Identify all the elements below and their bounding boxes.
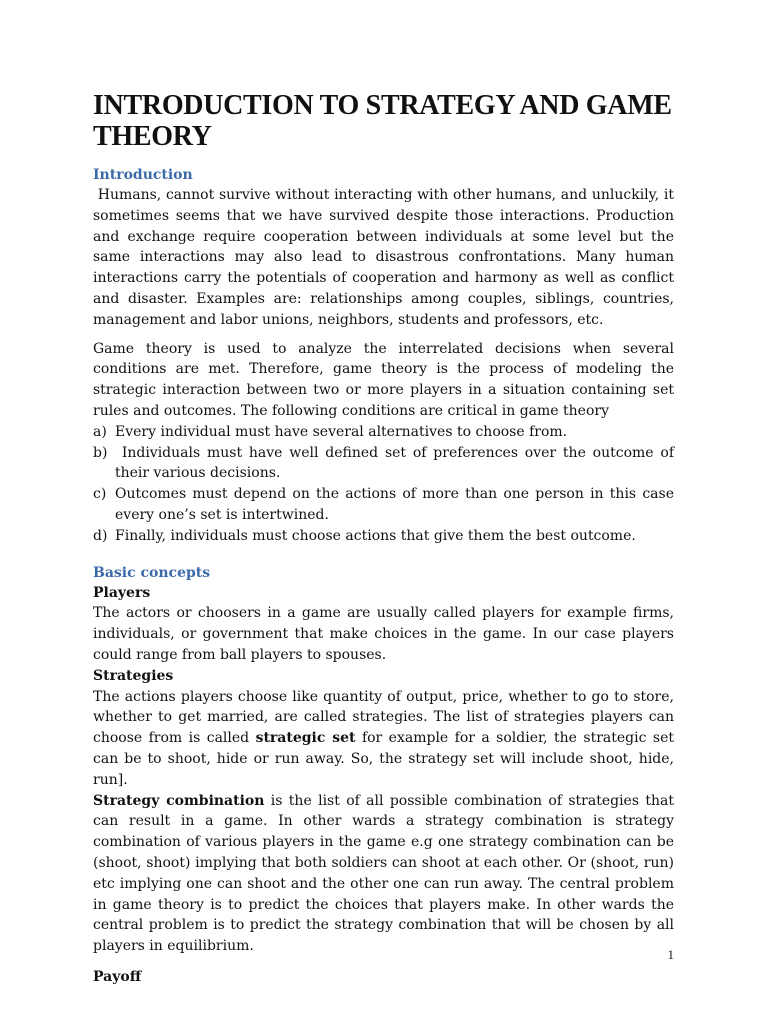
document-title: INTRODUCTION TO STRATEGY AND GAME THEORY [93,90,672,152]
strategic-set-term: strategic set [255,730,356,747]
section-heading-basic-concepts: Basic concepts [93,564,211,581]
list-item [93,422,674,443]
intro-paragraph-1: Humans, cannot survive without interacting with other humans, and unluckily, it sometimes seems that we have survived despite those interactions. Production and exchange require cooperation between individuals at some level but the same interactions may also lead to disastrous confrontations. Many human interactions carry the potentials of cooperation and harmony as well as conflict and disaster. Examples are: relationships among couples, siblings, countries, management and labor unions, neighbors, students and professors, etc. [93,187,679,328]
list-marker: c) [93,486,107,503]
list-marker: d) [93,527,108,544]
subheading-players: Players [93,584,151,601]
strategies-paragraph [93,687,674,791]
strategy-combination-text: is the list of all possible combination of strategies that can result in a game. In other wards a strategy combination is strategy combination of various players in the game e.g one strategy combination can be (shoot, shoot) implying that both soldiers can shoot at each other. Or (shoot, run) etc implying one can shoot and the other one can run away. The central problem in game theory is to predict the choices that players make. In other wards the central problem is to predict the strategy combination that will be chosen by all players in equilibrium. [93,792,674,955]
intro-paragraph-2: Game theory is used to analyze the interrelated decisions when several conditions are met. Therefore, game theory is the process of modeling the strategic interaction between two or more players in a situation containing set rules and outcomes. The following conditions are critical in game theory [93,340,674,419]
list-item-text: Outcomes must depend on the actions of more than one person in this case every one’s set is intertwined. [115,486,674,523]
list-item [93,526,674,547]
strategies-text-start: The actions players choose like quantity of output, price, whether to go to store, whether to get married, are called strategies. The list of strategies players can choose from is called [93,688,674,747]
page-number: 1 [667,947,674,962]
section-heading-introduction: Introduction [93,167,193,183]
conditions-list [93,422,679,547]
subheading-payoff: Payoff [93,968,142,985]
subheading-strategies: Strategies [93,667,174,684]
list-marker: b) [93,444,108,461]
list-item-text: Individuals must have well defined set of preferences over the outcome of their various decisions. [115,444,679,482]
list-marker: a) [93,423,107,440]
list-item [93,484,674,526]
strategy-combination-term: Strategy combination [93,792,265,809]
strategy-combination-paragraph [93,791,674,957]
list-item-text: Every individual must have several alternatives to choose from. [115,423,568,440]
strategies-text-end: for example for a soldier, the strategic set can be to shoot, hide or run away. So, the strategy set will include shoot, hide, run]. [93,730,674,788]
list-item-text: Finally, individuals must choose actions that give them the best outcome. [115,527,636,544]
list-item [93,443,679,485]
players-paragraph: The actors or choosers in a game are usually called players for example firms, individuals, or government that make choices in the game. In our case players could range from ball players to spouses. [93,605,674,663]
